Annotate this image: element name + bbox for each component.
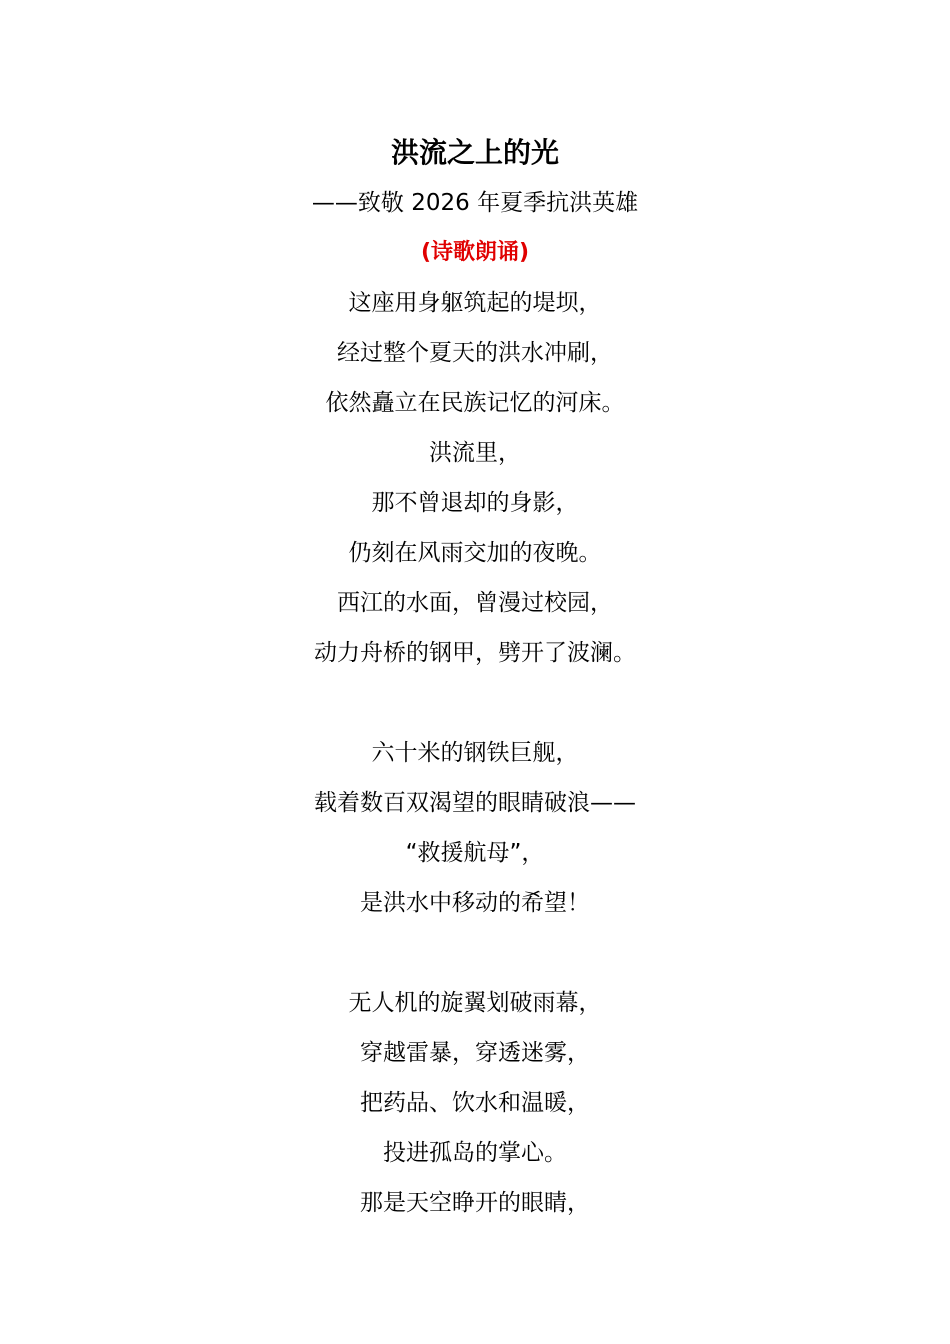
poem-line: 无人机的旋翼划破雨幕， — [348, 990, 602, 1016]
poem-title: 洪流之上的光 — [390, 136, 559, 169]
poem-line: 依然矗立在民族记忆的河床。 — [325, 390, 625, 416]
poem-line: 投进孤岛的掌心。 — [383, 1140, 567, 1166]
poem-line: “救援航母”， — [405, 840, 545, 866]
poem-line: 载着数百双渴望的眼睛破浪—— — [314, 790, 636, 816]
poem-line: 洪流里， — [429, 440, 521, 466]
stanza-break — [0, 678, 950, 728]
poem-line: 经过整个夏天的洪水冲刷， — [337, 340, 613, 366]
poem-line: 那是天空睁开的眼睛， — [360, 1190, 590, 1216]
stanza-break — [0, 928, 950, 978]
poem-line: 把药品、饮水和温暖， — [360, 1090, 590, 1116]
poem-line: 那不曾退却的身影， — [371, 490, 579, 516]
poem-line: 是洪水中移动的希望！ — [360, 890, 590, 916]
stanza-1 — [0, 278, 950, 678]
poem-line: 动力舟桥的钢甲，劈开了波澜。 — [314, 640, 636, 666]
poem-line: 这座用身躯筑起的堤坝， — [348, 290, 602, 316]
poem-line: 穿越雷暴，穿透迷雾， — [360, 1040, 590, 1066]
poem-genre-tag: (诗歌朗诵) — [420, 240, 530, 265]
poem-line: 仍刻在风雨交加的夜晚。 — [348, 540, 602, 566]
poem-line: 西江的水面，曾漫过校园， — [337, 590, 613, 616]
poem-line: 六十米的钢铁巨舰， — [371, 740, 579, 766]
stanza-3 — [0, 978, 950, 1228]
poem-body — [0, 128, 950, 1228]
poem-subtitle: ——致敬 2026 年夏季抗洪英雄 — [311, 190, 639, 216]
stanza-2 — [0, 728, 950, 928]
